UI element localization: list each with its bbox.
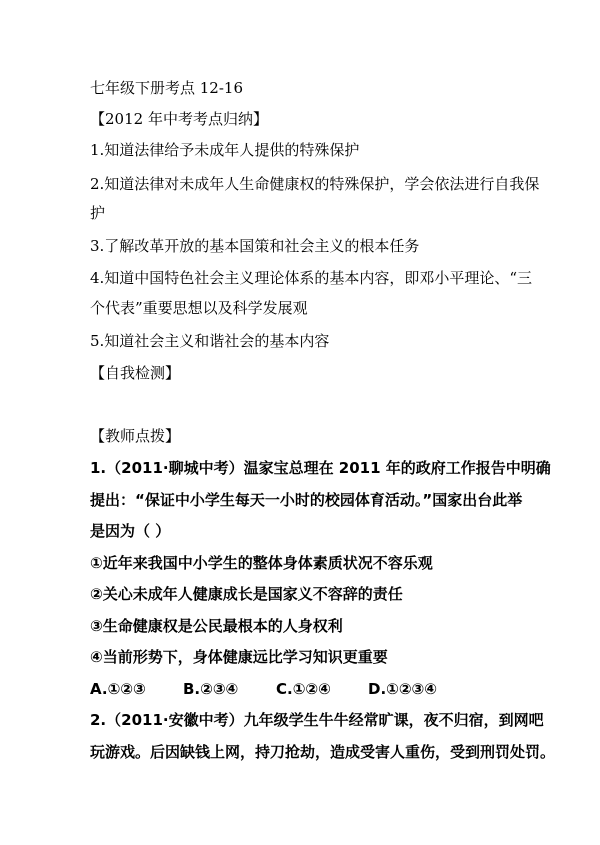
- point-4-line-2: 个代表”重要思想以及科学发展观: [90, 299, 308, 317]
- point-2-line-1: 2.知道法律对未成年人生命健康权的特殊保护，学会依法进行自我保: [90, 175, 540, 193]
- point-1: 1.知道法律给予未成年人提供的特殊保护: [90, 141, 360, 159]
- point-4-line-1: 4.知道中国特色社会主义理论体系的基本内容，即邓小平理论、“三: [90, 269, 532, 287]
- q1-statement-3: ③生命健康权是公民最根本的人身权利: [90, 617, 343, 635]
- point-2-line-2: 护: [90, 204, 106, 222]
- q1-option-d: D.①②③④: [368, 680, 437, 698]
- q1-option-b: B.②③④: [183, 680, 239, 698]
- q1-stem-line-1: 1.（2011·聊城中考）温家宝总理在 2011 年的政府工作报告中明确: [90, 459, 551, 477]
- page-title: 七年级下册考点 12-16: [90, 79, 244, 97]
- q1-statement-2: ②关心未成年人健康成长是国家义不容辞的责任: [90, 585, 403, 603]
- point-3: 3.了解改革开放的基本国策和社会主义的根本任务: [90, 237, 420, 255]
- q2-stem-line-1: 2.（2011·安徽中考）九年级学生牛牛经常旷课，夜不归宿，到网吧: [90, 711, 544, 729]
- q1-option-a: A.①②③: [90, 680, 146, 698]
- summary-heading: 【2012 年中考考点归纳】: [90, 110, 268, 128]
- q1-statement-1: ①近年来我国中小学生的整体身体素质状况不容乐观: [90, 554, 433, 572]
- q1-stem-line-3: 是因为（ ）: [90, 522, 171, 540]
- q1-option-c: C.①②④: [276, 680, 331, 698]
- self-check-heading: 【自我检测】: [90, 364, 181, 382]
- q2-stem-line-2: 玩游戏。后因缺钱上网，持刀抢劫，造成受害人重伤，受到刑罚处罚。: [90, 743, 556, 761]
- q1-statement-4: ④当前形势下，身体健康远比学习知识更重要: [90, 648, 388, 666]
- teacher-heading: 【教师点拨】: [90, 427, 181, 445]
- q1-stem-line-2: 提出：“保证中小学生每天一小时的校园体育活动。”国家出台此举: [90, 491, 523, 509]
- point-5: 5.知道社会主义和谐社会的基本内容: [90, 332, 330, 350]
